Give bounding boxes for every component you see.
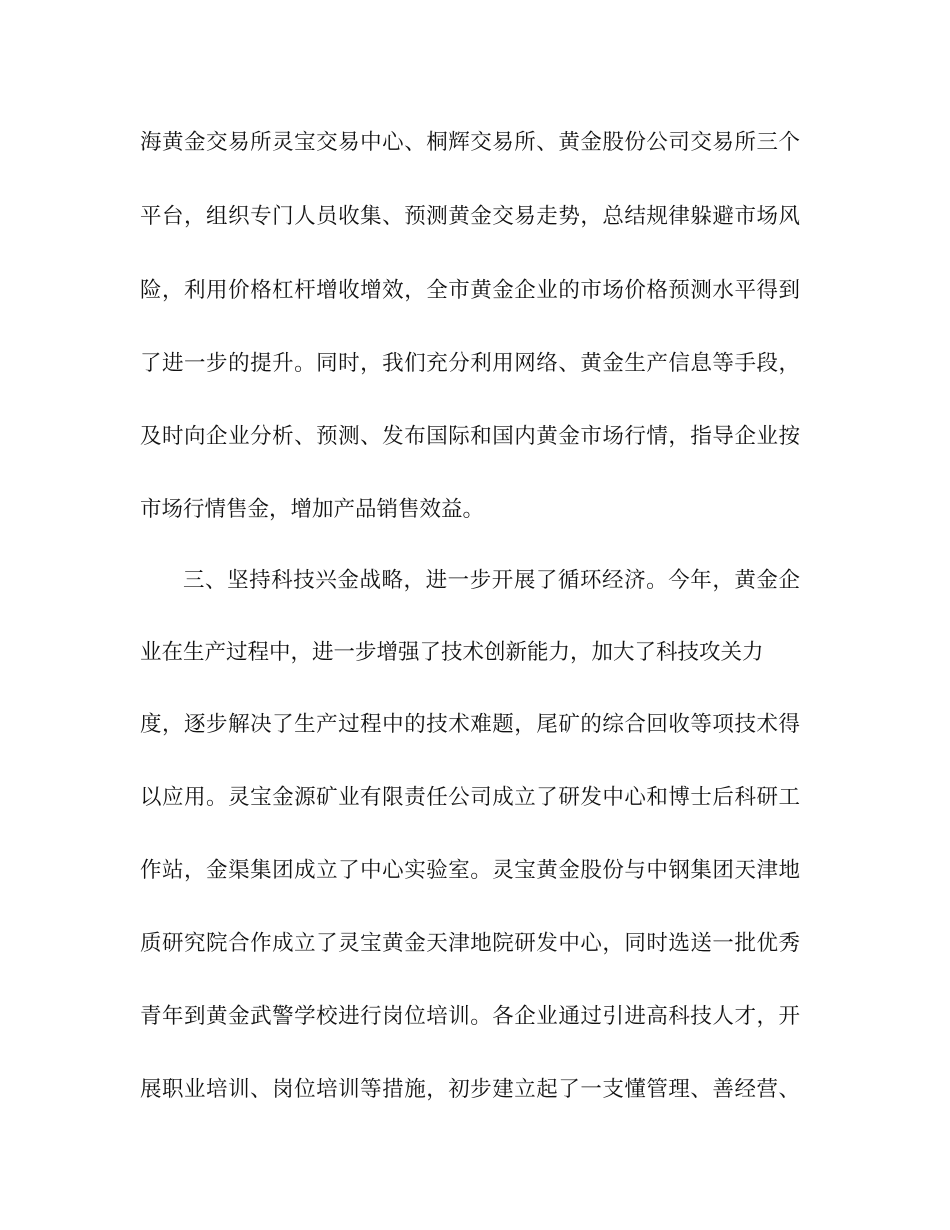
paragraph-2-line-2: 业在生产过程中，进一步增强了技术创新能力，加大了科技攻关力 <box>140 640 764 665</box>
paragraph-1-line-2: 平台，组织专门人员收集、预测黄金交易走势，总结规律躲避市场风 <box>140 204 800 229</box>
paragraph-2-line-8: 展职业培训、岗位培训等措施，初步建立起了一支懂管理、善经营、 <box>140 1077 800 1102</box>
paragraph-2-line-4: 以应用。灵宝金源矿业有限责任公司成立了研发中心和博士后科研工 <box>140 785 800 810</box>
paragraph-1-line-4: 了进一步的提升。同时，我们充分利用网络、黄金生产信息等手段， <box>140 351 800 376</box>
paragraph-2-line-1: 三、坚持科技兴金战略，进一步开展了循环经济。今年，黄金企 <box>183 568 800 593</box>
paragraph-1-line-1: 海黄金交易所灵宝交易中心、桐辉交易所、黄金股份公司交易所三个 <box>140 130 800 155</box>
paragraph-2-line-3: 度，逐步解决了生产过程中的技术难题，尾矿的综合回收等项技术得 <box>140 712 800 737</box>
paragraph-1-line-6: 市场行情售金，增加产品销售效益。 <box>140 497 485 522</box>
paragraph-1-line-5: 及时向企业分析、预测、发布国际和国内黄金市场行情，指导企业按 <box>140 424 800 449</box>
paragraph-2-line-7: 青年到黄金武警学校进行岗位培训。各企业通过引进高科技人才，开 <box>140 1004 800 1029</box>
paragraph-2-line-5: 作站，金渠集团成立了中心实验室。灵宝黄金股份与中钢集团天津地 <box>140 858 800 883</box>
paragraph-1-line-3: 险，利用价格杠杆增收增效，全市黄金企业的市场价格预测水平得到 <box>140 278 800 303</box>
paragraph-2-line-6: 质研究院合作成立了灵宝黄金天津地院研发中心，同时选送一批优秀 <box>140 931 800 956</box>
